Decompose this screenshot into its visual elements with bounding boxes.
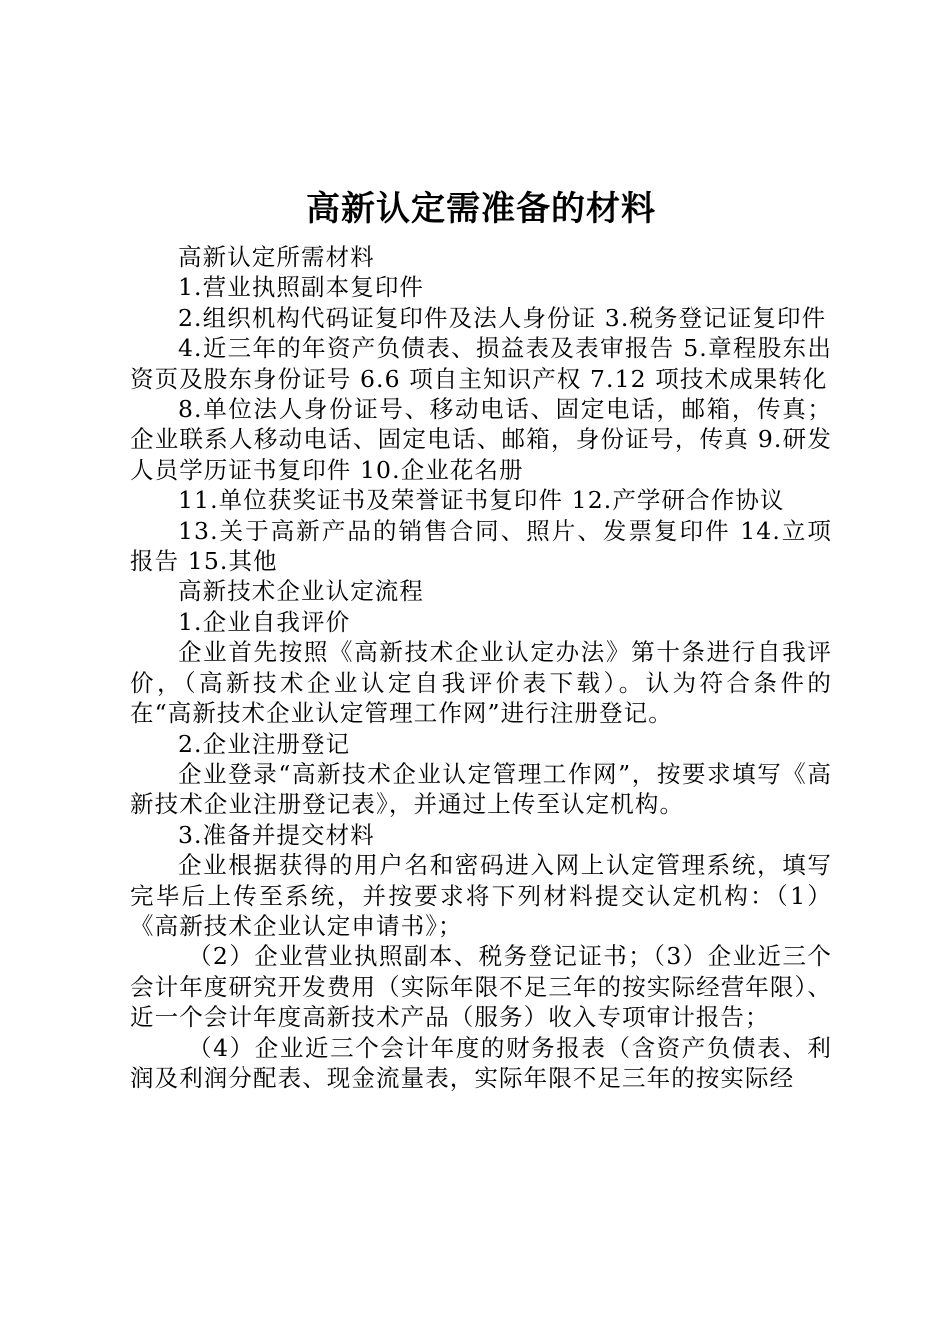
paragraph-process-heading: 高新技术企业认定流程 — [178, 577, 424, 606]
paragraph-item-4-7: 4.近三年的年资产负债表、损益表及表审报告 5.章程股东出资页及股东身份证号 6.6 项自主知识产权 7.12 项技术成果转化 — [130, 334, 832, 393]
document-title: 高新认定需准备的材料 — [306, 189, 656, 229]
paragraph-materials-2-3: （2）企业营业执照副本、税务登记证书；（3）企业近三个会计年度研究开发费用（实际年限不足三年的按实际经营年限）、近一个会计年度高新技术产品（服务）收入专项审计报告； — [130, 942, 832, 1032]
paragraph-item-2-3: 2.组织机构代码证复印件及法人身份证 3.税务登记证复印件 — [178, 303, 827, 332]
paragraph-step-3-body: 企业根据获得的用户名和密码进入网上认定管理系统，填写完毕后上传至系统，并按要求将下列材料提交认定机构：（1）《高新技术企业认定申请书》； — [130, 851, 832, 940]
paragraph-step-1-heading: 1.企业自我评价 — [178, 607, 351, 636]
paragraph-item-13-15: 13.关于高新产品的销售合同、照片、发票复印件 14.立项报告 15.其他 — [130, 516, 832, 576]
paragraph-step-2-heading: 2.企业注册登记 — [178, 729, 351, 758]
paragraph-materials-4: （4）企业近三个会计年度的财务报表（含资产负债表、利润及利润分配表、现金流量表，实际年限不足三年的按实际经 — [130, 1033, 832, 1092]
paragraph-item-8-10: 8.单位法人身份证号、移动电话、固定电话，邮箱，传真；企业联系人移动电话、固定电话、邮箱，身份证号，传真 9.研发人员学历证书复印件 10.企业花名册 — [130, 395, 832, 484]
paragraph-item-11-12: 11.单位获奖证书及荣誉证书复印件 12.产学研合作协议 — [178, 486, 785, 515]
paragraph-step-3-heading: 3.准备并提交材料 — [178, 820, 375, 849]
paragraph-step-2-body: 企业登录“高新技术企业认定管理工作网”，按要求填写《高新技术企业注册登记表》，并通过上传至认定机构。 — [130, 759, 832, 819]
document-page — [130, 186, 832, 1093]
paragraph-item-1: 1.营业执照副本复印件 — [178, 273, 425, 302]
paragraph-materials-heading: 高新认定所需材料 — [178, 243, 375, 271]
paragraph-step-1-body: 企业首先按照《高新技术企业认定办法》第十条进行自我评价，（高新技术企业认定自我评价表下载）。认为符合条件的在“高新技术企业认定管理工作网”进行注册登记。 — [130, 638, 832, 728]
